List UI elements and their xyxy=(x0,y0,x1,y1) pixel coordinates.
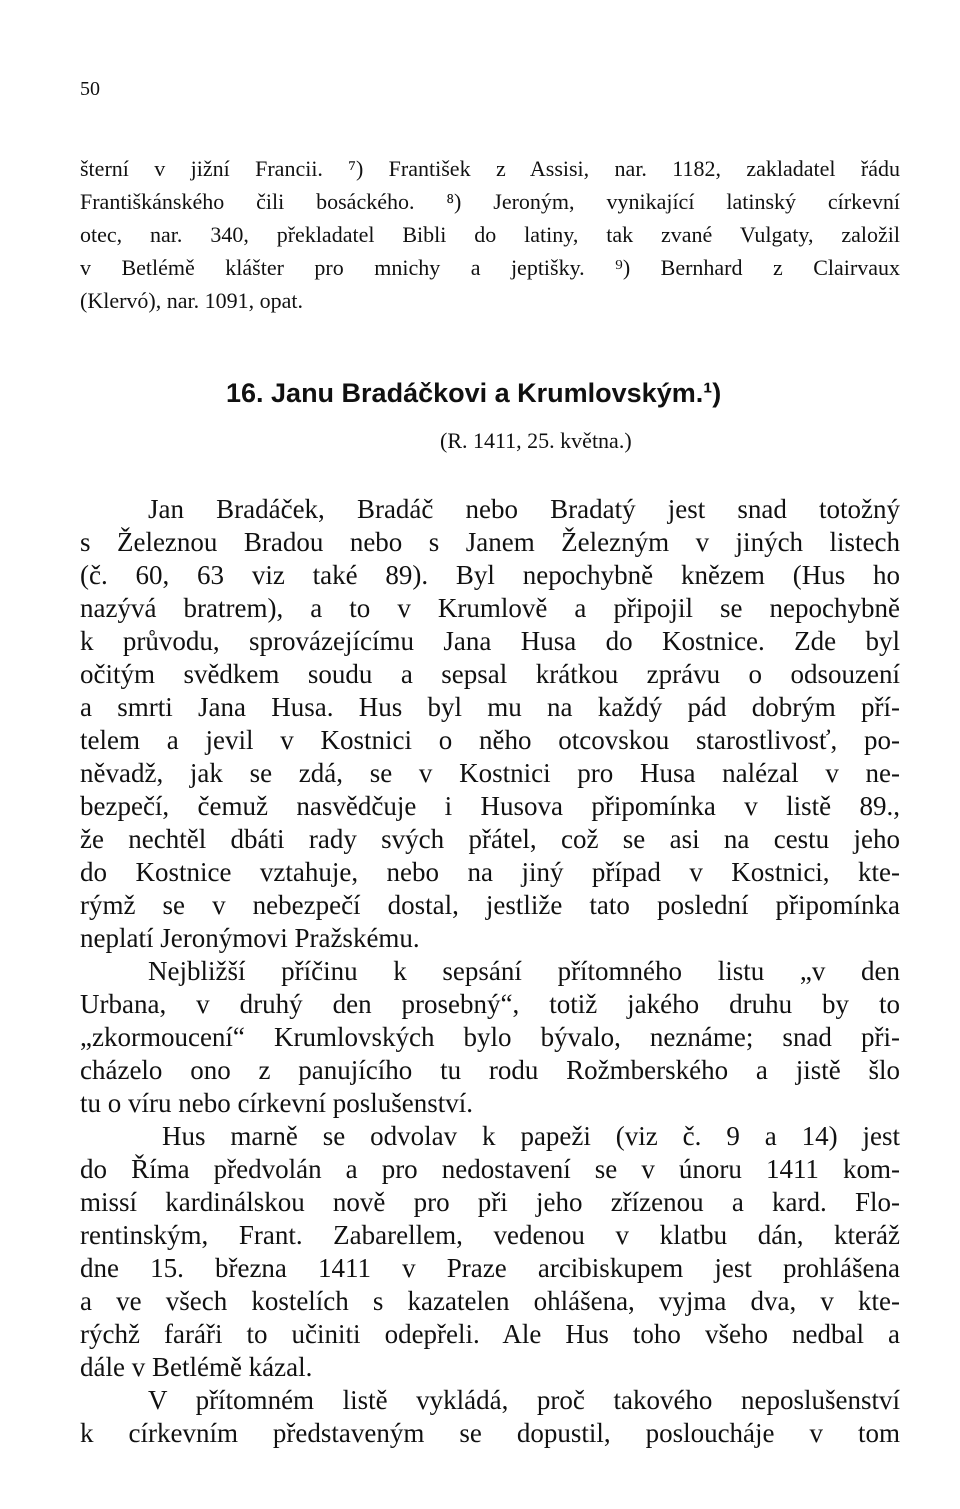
footnotes-continuation xyxy=(80,152,900,317)
text-line: bezpečí, čemuž nasvědčuje i Husova připomínka v listě 89., xyxy=(80,791,900,821)
text-line: s Železnou Bradou nebo s Janem Železným v jiných listech xyxy=(80,527,900,557)
text-line: něvadž, jak se zdá, se v Kostnici pro Husa nalézal v ne- xyxy=(80,758,900,788)
body-text xyxy=(80,493,900,1450)
text-line: cházelo ono z panujícího tu rodu Rožmberského a jistě šlo xyxy=(80,1055,900,1085)
text-line: dne 15. března 1411 v Praze arcibiskupem jest prohlášena xyxy=(80,1253,900,1283)
text-line: neplatí Jeronýmovi Pražskému. xyxy=(80,923,420,953)
text-line: dále v Betlémě kázal. xyxy=(80,1352,313,1382)
text-line: Urbana, v druhý den prosebný“, totiž jakého druhu by to xyxy=(80,989,900,1019)
text-line: Hus marně se odvolav k papeži (viz č. 9 a 14) jest xyxy=(162,1121,900,1151)
text-line: tu o víru nebo církevní poslušenství. xyxy=(80,1088,473,1118)
text-line: rýmž se v nebezpečí dostal, jestliže tato poslední připomínka xyxy=(80,890,900,920)
page-number: 50 xyxy=(80,78,100,100)
text-line: očitým svědkem soudu a sepsal krátkou zprávu o odsouzení xyxy=(80,659,900,689)
text-line: V přítomném listě vykládá, proč takového neposlušenství xyxy=(148,1385,900,1415)
text-line: do Říma předvolán a pro nedostavení se v únoru 1411 kom- xyxy=(80,1154,900,1184)
document-page xyxy=(80,0,900,1509)
footnote-line: šterní v jižní Francii. ⁷) František z Assisi, nar. 1182, zakladatel řádu xyxy=(80,156,900,181)
text-line: telem a jevil v Kostnici o něho otcovskou starostlivosť, po- xyxy=(80,725,900,755)
text-line: „zkormoucení“ Krumlovských bylo bývalo, neznáme; snad při- xyxy=(80,1022,900,1052)
text-line: Jan Bradáček, Bradáč nebo Bradatý jest snad totožný xyxy=(148,494,900,524)
section-heading: 16. Janu Bradáčkovi a Krumlovským.¹) xyxy=(226,378,722,408)
text-line: do Kostnice vztahuje, nebo na jiný případ v Kostnici, kte- xyxy=(80,857,900,887)
footnote-line: Františkánského čili bosáckého. ⁸) Jeroným, vynikající latinský církevní xyxy=(80,189,900,214)
text-line: a ve všech kostelích s kazatelen ohlášena, vyjma dva, v kte- xyxy=(80,1286,900,1316)
text-line: k církevním představeným se dopustil, posloucháje v tom xyxy=(80,1418,900,1448)
text-line: nazývá bratrem), a to v Krumlově a připojil se nepochybně xyxy=(80,593,900,623)
text-line: rýchž faráři to učiniti odepřeli. Ale Hus toho všeho nedbal a xyxy=(80,1319,900,1349)
date-line: (R. 1411, 25. května.) xyxy=(440,428,632,453)
footnote-line: v Betlémě klášter pro mnichy a jeptišky. ⁹) Bernhard z Clairvaux xyxy=(80,255,900,280)
footnote-line: (Klervó), nar. 1091, opat. xyxy=(80,288,303,313)
text-line: Nejbližší příčinu k sepsání přítomného listu „v den xyxy=(148,956,900,986)
text-line: k průvodu, sprovázejícímu Jana Husa do Kostnice. Zde byl xyxy=(80,626,900,656)
text-line: rentinským, Frant. Zabarellem, vedenou v klatbu dán, kteráž xyxy=(80,1220,900,1250)
text-line: a smrti Jana Husa. Hus byl mu na každý pád dobrým pří- xyxy=(80,692,900,722)
footnote-line: otec, nar. 340, překladatel Bibli do latiny, tak zvané Vulgaty, založil xyxy=(80,222,900,247)
text-line: že nechtěl dbáti rady svých přátel, což se asi na cestu jeho xyxy=(80,824,900,854)
text-line: missí kardinálskou nově pro při jeho zřízenou a kard. Flo- xyxy=(80,1187,900,1217)
text-line: (č. 60, 63 viz také 89). Byl nepochybně knězem (Hus ho xyxy=(80,560,900,590)
